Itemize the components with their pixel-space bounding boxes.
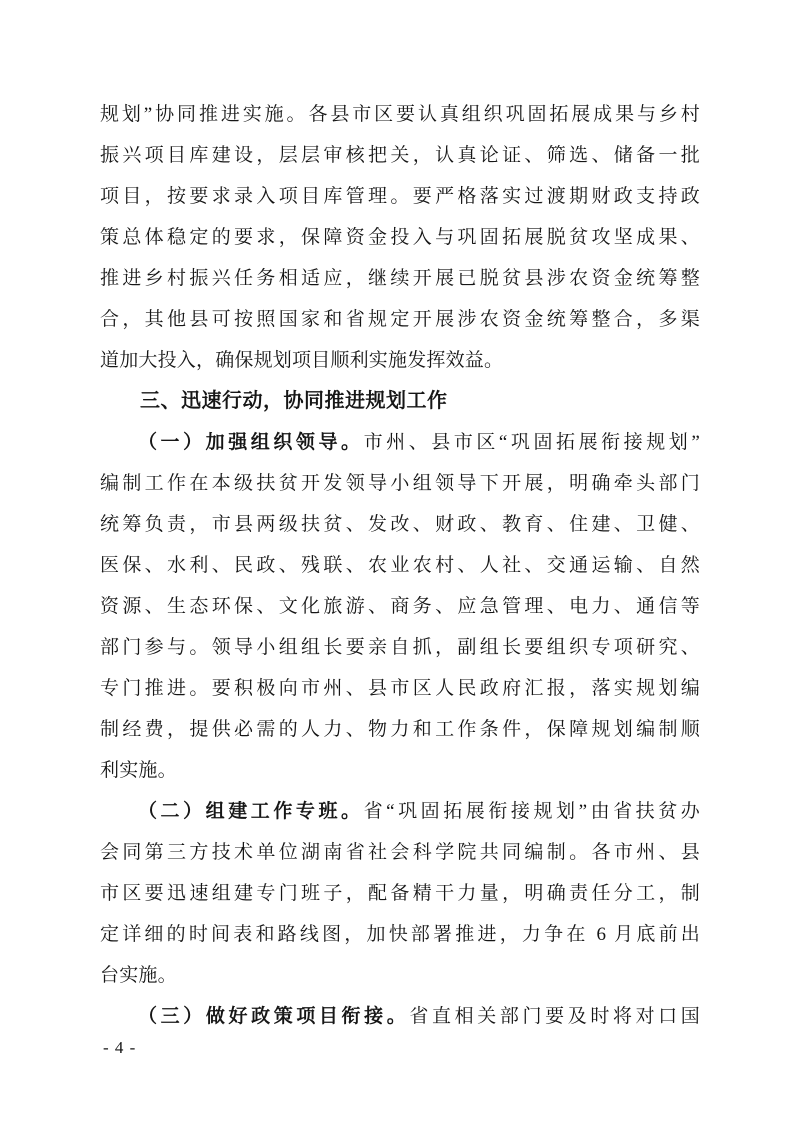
text-segment: 制经费，提供必需的人力、物力和工作条件，保障规划编制顺 — [100, 719, 700, 740]
text-segment: 振兴项目库建设，层层审核把关，认真论证、筛选、储备一批 — [100, 145, 700, 166]
body-text-line — [100, 463, 700, 504]
body-text-line — [100, 873, 700, 914]
paragraph-lead: （二）组建工作专班。 — [138, 801, 364, 822]
text-segment: 道加大投入，确保规划项目顺利实施发挥效益。 — [100, 350, 504, 371]
text-segment: 三、迅速行动，协同推进规划工作 — [140, 390, 448, 412]
text-segment: 省直相关部门要及时将对口国 — [409, 1006, 700, 1027]
text-segment: 资源、生态环保、文化旅游、商务、应急管理、电力、通信等 — [100, 596, 700, 617]
body-text-line — [100, 135, 700, 176]
text-segment: 市州、县市区“巩固拓展衔接规划” — [363, 432, 700, 453]
text-segment: 定详细的时间表和路线图，加快部署推进，力争在 6 月底前出 — [100, 924, 700, 945]
document-body — [100, 94, 700, 1037]
body-text-line — [100, 299, 700, 340]
body-text-line — [100, 258, 700, 299]
text-segment: 规划”协同推进实施。各县市区要认真组织巩固拓展成果与乡村 — [100, 104, 700, 125]
text-segment: 策总体稳定的要求，保障资金投入与巩固拓展脱贫攻坚成果、 — [100, 227, 700, 248]
text-segment: 台实施。 — [100, 965, 177, 986]
paragraph-lead: （一）加强组织领导。 — [138, 432, 364, 453]
text-segment: 部门参与。领导小组组长要亲自抓，副组长要组织专项研究、 — [100, 637, 700, 658]
body-text-line — [100, 627, 700, 668]
page-number: - 4 - — [103, 1038, 137, 1057]
body-text-line — [100, 750, 700, 791]
body-text-line — [100, 94, 700, 135]
text-segment: 专门推进。要积极向市州、县市区人民政府汇报，落实规划编 — [100, 678, 700, 699]
body-text-line — [100, 545, 700, 586]
text-segment: 会同第三方技术单位湖南省社会科学院共同编制。各市州、县 — [100, 842, 700, 863]
body-text-line — [100, 504, 700, 545]
body-text-line — [100, 586, 700, 627]
body-text-line — [100, 668, 700, 709]
text-segment: 项目，按要求录入项目库管理。要严格落实过渡期财政支持政 — [100, 186, 700, 207]
body-text-line — [100, 709, 700, 750]
body-text-line — [100, 791, 700, 832]
body-text-line — [100, 832, 700, 873]
body-text-line — [100, 340, 700, 381]
body-text-line — [100, 422, 700, 463]
body-text-line — [100, 996, 700, 1037]
body-text-line — [100, 955, 700, 996]
text-segment: 合，其他县可按照国家和省规定开展涉农资金统筹整合，多渠 — [100, 309, 700, 330]
text-segment: 医保、水利、民政、残联、农业农村、人社、交通运输、自然 — [100, 555, 700, 576]
text-segment: 市区要迅速组建专门班子，配备精干力量，明确责任分工，制 — [100, 883, 700, 904]
text-segment: 编制工作在本级扶贫开发领导小组领导下开展，明确牵头部门 — [100, 473, 700, 494]
body-text-line — [100, 914, 700, 955]
text-segment: 统筹负责，市县两级扶贫、发改、财政、教育、住建、卫健、 — [100, 514, 700, 535]
body-text-line — [100, 176, 700, 217]
body-text-line — [100, 217, 700, 258]
section-heading — [100, 381, 700, 422]
text-segment: 推进乡村振兴任务相适应，继续开展已脱贫县涉农资金统筹整 — [100, 268, 700, 289]
text-segment: 利实施。 — [100, 760, 177, 781]
paragraph-lead: （三）做好政策项目衔接。 — [138, 1006, 410, 1027]
text-segment: 省“巩固拓展衔接规划”由省扶贫办 — [363, 801, 700, 822]
